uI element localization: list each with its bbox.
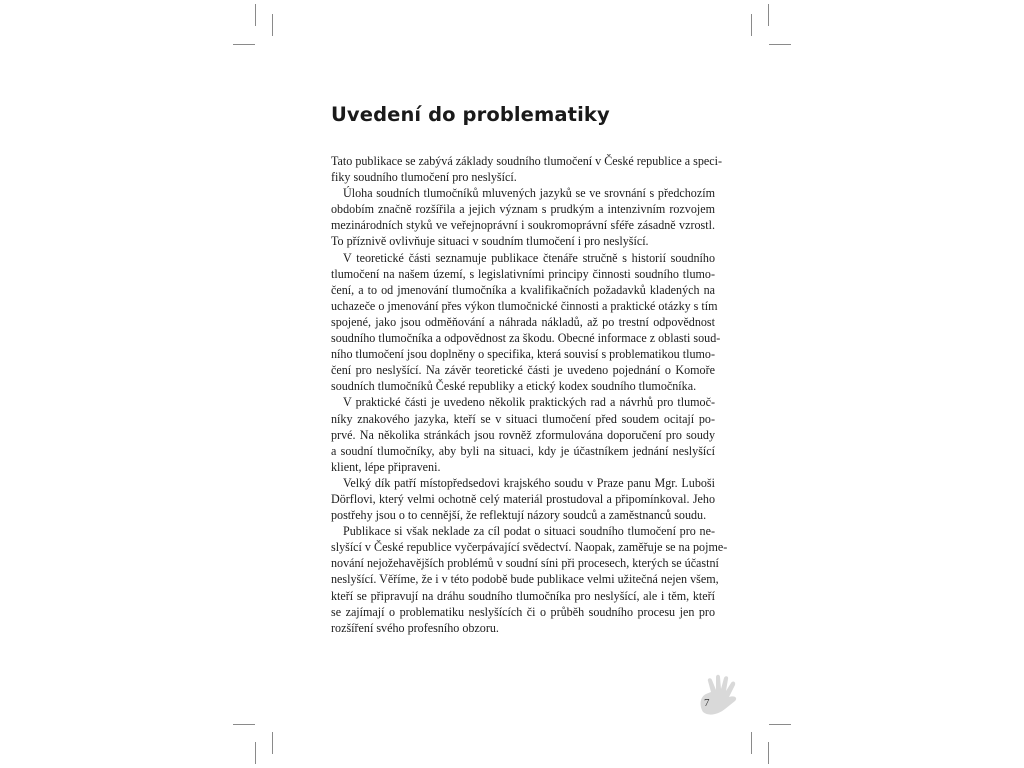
- text-line: soudních tlumočníků České republiky a etický kodex soudního tlumočníka.: [331, 379, 697, 394]
- text-line: fiky soudního tlumočení pro neslyšící.: [331, 170, 517, 185]
- text-line: postřehy jsou o to cennější, že reflektují názory soudců a zaměstnanců soudu.: [331, 508, 707, 523]
- text-line: Velký dík patří místopředsedovi krajského soudu v Praze panu Mgr. Luboši: [343, 475, 715, 490]
- paragraph: [331, 523, 728, 636]
- page-number: 7: [704, 697, 710, 709]
- text-line: Úloha soudních tlumočníků mluvených jazyků se ve srovnání s předchozím: [343, 186, 715, 201]
- paragraph: [331, 475, 715, 523]
- text-line: V praktické části je uvedeno několik praktických rad a návrhů pro tlumoč-: [343, 395, 715, 410]
- hand-icon: [695, 672, 741, 718]
- text-line: nování nejožehavějších problémů v soudní síni při procesech, kterých se účastní: [331, 556, 719, 571]
- paragraph: [331, 185, 715, 249]
- text-line: Publikace si však neklade za cíl podat o situaci soudního tlumočení pro ne-: [343, 524, 715, 539]
- crop-mark: [769, 724, 791, 725]
- crop-mark: [768, 742, 769, 764]
- crop-mark: [769, 44, 791, 45]
- paragraph: [331, 394, 715, 474]
- text-line: soudního tlumočníka a odpovědnost za škodu. Obecné informace z oblasti soud-: [331, 331, 721, 346]
- text-line: obdobím značně rozšířila a jejich význam s prudkým a intenzivním rozvojem: [331, 202, 715, 217]
- text-line: níky znakového jazyka, kteří se v situaci tlumočení před soudem ocitají po-: [331, 411, 715, 426]
- text-line: ního tlumočení jsou doplněny o specifika, která souvisí s problematikou tlumo-: [331, 347, 715, 362]
- crop-mark: [751, 732, 752, 754]
- text-line: klient, lépe připraveni.: [331, 459, 441, 474]
- text-line: slyšící v České republice vyčerpávající svědectví. Naopak, zaměřuje se na pojme-: [331, 540, 728, 555]
- text-line: V teoretické části seznamuje publikace čtenáře stručně s historií soudního: [343, 250, 715, 265]
- text-line: tlumočení na našem území, s legislativními principy činnosti soudního tlumo-: [331, 266, 715, 281]
- text-line: prvé. Na několika stránkách jsou rovněž zformulována doporučení pro soudy: [331, 427, 715, 442]
- body-text: [331, 153, 728, 636]
- paragraph: [331, 153, 723, 185]
- crop-mark: [272, 732, 273, 754]
- text-line: To příznivě ovlivňuje situaci v soudním tlumočení i pro neslyšící.: [331, 234, 649, 249]
- crop-mark: [255, 4, 256, 26]
- crop-mark: [255, 742, 256, 764]
- crop-mark: [751, 14, 752, 36]
- text-line: Tato publikace se zabývá základy soudního tlumočení v České republice a speci-: [331, 154, 723, 168]
- text-line: se zajímají o problematiku neslyšících či o průběh soudního procesu jen pro: [331, 604, 715, 619]
- text-line: uchazeče o jmenování přes výkon tlumočnické činnosti a praktické otázky s tím: [331, 298, 718, 313]
- crop-mark: [233, 724, 255, 725]
- text-line: čení pro neslyšící. Na závěr teoretické části je uvedeno pojednání o Komoře: [331, 363, 715, 378]
- text-line: neslyšící. Věříme, že i v této podobě bude publikace velmi užitečná nejen všem,: [331, 572, 719, 587]
- text-line: Dörflovi, který velmi ochotně celý materiál prostudoval a připomínkoval. Jeho: [331, 491, 715, 506]
- text-line: a soudní tlumočníky, aby byli na situaci, kdy je účastníkem jednání neslyšící: [331, 443, 715, 458]
- text-line: čení, a to od jmenování tlumočníka a kvalifikačních požadavků kladených na: [331, 282, 715, 297]
- crop-mark: [272, 14, 273, 36]
- page-title: Uvedení do problematiky: [331, 103, 610, 126]
- text-line: rozšíření svého profesního obzoru.: [331, 620, 499, 635]
- paragraph: [331, 250, 721, 395]
- crop-mark: [768, 4, 769, 26]
- text-line: mezinárodních styků ve veřejnoprávní i soukromoprávní sféře zásadně vzrostl.: [331, 218, 715, 233]
- crop-mark: [233, 44, 255, 45]
- text-line: kteří se připravují na dráhu soudního tlumočníka pro neslyšící, ale i těm, kteří: [331, 588, 715, 603]
- text-line: spojené, jako jsou odměňování a náhrada nákladů, až po trestní odpovědnost: [331, 314, 715, 329]
